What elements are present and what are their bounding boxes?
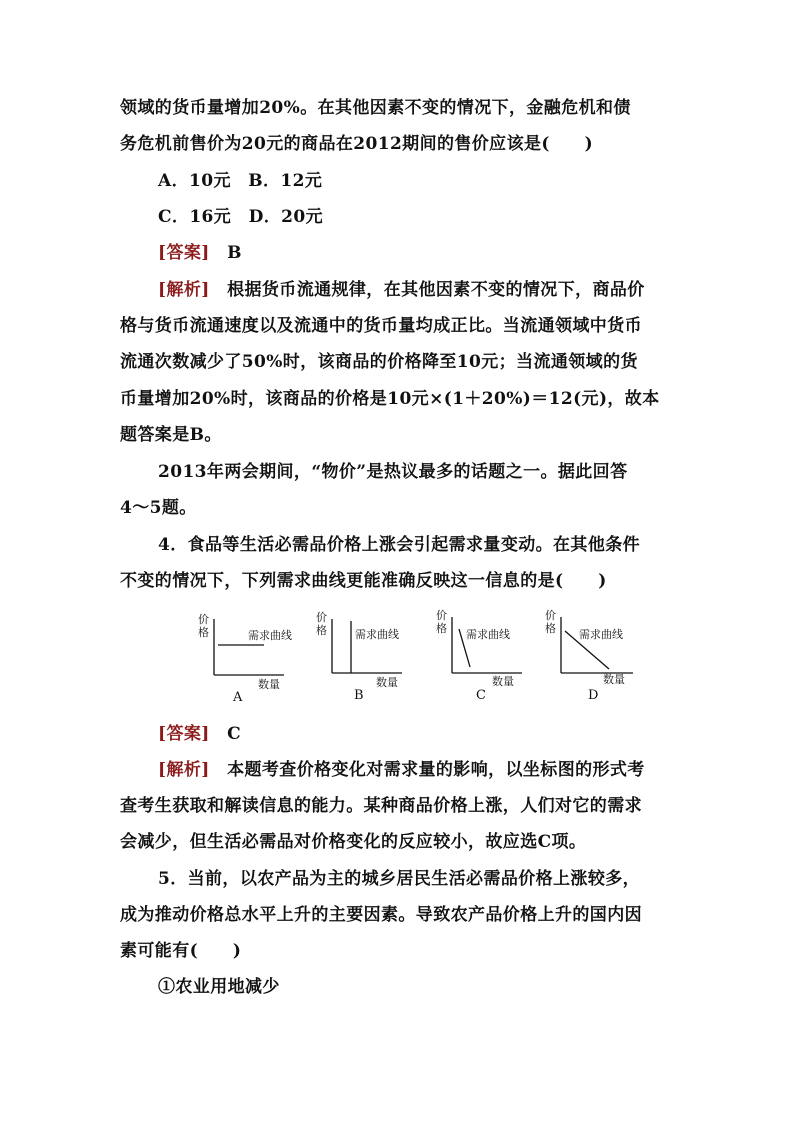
answer-value: C [227, 724, 242, 744]
answer-value: B [227, 243, 242, 263]
q4-analysis-line-2: 查考生获取和解读信息的能力。某种商品价格上涨，人们对它的需求 [120, 796, 642, 816]
q3-analysis-line-3: 流通次数减少了50%时，该商品的价格降至10元；当流通领域的货 [120, 352, 638, 372]
q3-analysis-line-5: 题答案是B。 [120, 425, 222, 445]
demand-figure-b [314, 611, 414, 705]
x-axis-label: 数量 [603, 673, 625, 686]
q3-answer [158, 243, 242, 263]
demand-chart-b [314, 611, 414, 705]
analysis-tag: [解析] [158, 760, 210, 780]
x-axis-label: 数量 [492, 675, 514, 688]
analysis-text: 本题考查价格变化对需求量的影响，以坐标图的形式考 [227, 760, 645, 780]
y-axis-label-bottom: 格 [545, 622, 556, 635]
y-axis-label-bottom: 格 [436, 622, 447, 635]
curve-label: 需求曲线 [579, 628, 623, 641]
y-axis-label-top: 价 [545, 609, 556, 622]
q5-stem-line-1: 5．当前，以农产品为主的城乡居民生活必需品价格上涨较多， [158, 869, 641, 889]
answer-tag: [答案] [158, 724, 210, 744]
y-axis-label-bottom: 格 [316, 624, 327, 637]
y-axis-label-top: 价 [436, 609, 447, 622]
curve-label: 需求曲线 [248, 629, 292, 642]
q3-analysis-line-4: 币量增加20%时，该商品的价格是10元×(1＋20%)＝12(元)，故本 [120, 389, 660, 409]
y-axis-label-top: 价 [316, 611, 327, 624]
x-axis-label: 数量 [376, 676, 398, 689]
q4-answer [158, 724, 241, 744]
q4-analysis [158, 760, 645, 780]
demand-chart-c [436, 609, 536, 705]
figure-caption: B [354, 688, 364, 703]
q3-analysis [158, 280, 645, 300]
demand-figure-a [196, 613, 296, 705]
analysis-tag: [解析] [158, 280, 210, 300]
q4-stem-line-1: 4．食品等生活必需品价格上涨会引起需求量变动。在其他条件 [158, 535, 641, 555]
demand-chart-d [545, 609, 645, 705]
q3-stem-line-2: 务危机前售价为20元的商品在2012期间的售价应该是( ) [120, 134, 594, 154]
intro-line-1: 2013年两会期间，“物价”是热议最多的话题之一。据此回答 [158, 462, 628, 482]
q5-stem-line-2: 成为推动价格总水平上升的主要因素。导致农产品价格上升的国内因 [120, 905, 642, 925]
q5-stem-line-3: 素可能有( ) [120, 941, 242, 961]
y-axis-label-top: 价 [198, 613, 209, 626]
curve-label: 需求曲线 [466, 628, 510, 641]
analysis-text: 根据货币流通规律，在其他因素不变的情况下，商品价 [227, 280, 645, 300]
figure-caption: C [476, 688, 486, 703]
q3-options-row-1: A．10元 B．12元 [158, 171, 323, 191]
q5-option-1: ①农业用地减少 [158, 977, 280, 997]
intro-line-2: 4～5题。 [120, 498, 197, 518]
answer-tag: [答案] [158, 243, 210, 263]
y-axis-label-bottom: 格 [198, 626, 209, 639]
demand-figure-c [436, 609, 536, 705]
figure-caption: D [588, 688, 599, 703]
x-axis-label: 数量 [258, 678, 280, 691]
q4-stem-line-2: 不变的情况下，下列需求曲线更能准确反映这一信息的是( ) [120, 571, 607, 591]
demand-figure-d [545, 609, 645, 705]
q3-stem-line-1: 领域的货币量增加20%。在其他因素不变的情况下，金融危机和债 [120, 98, 631, 118]
q3-analysis-line-2: 格与货币流通速度以及流通中的货币量均成正比。当流通领域中货币 [120, 316, 642, 336]
demand-chart-a [196, 613, 296, 705]
q3-options-row-2: C．16元 D．20元 [158, 207, 323, 227]
figure-caption: A [233, 690, 243, 705]
curve-label: 需求曲线 [355, 628, 399, 641]
q4-analysis-line-3: 会减少，但生活必需品对价格变化的反应较小，故应选C项。 [120, 832, 587, 852]
